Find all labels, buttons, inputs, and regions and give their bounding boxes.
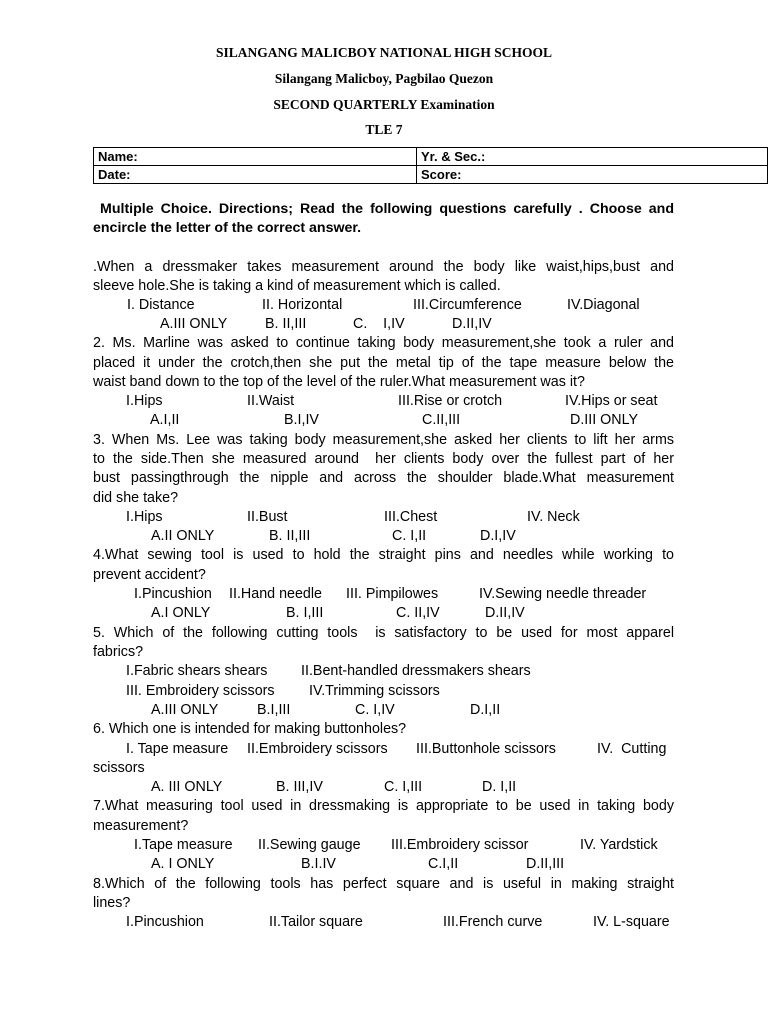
q4-text-1: 4.What sewing tool is used to hold the straight pins and needles while working to [93,547,674,563]
q6-choice-c[interactable]: C. I,III [384,779,423,795]
q7-choice-b[interactable]: B.I.IV [301,856,336,872]
q3-text-4: did she take? [93,490,179,506]
q3-options [93,508,674,527]
yr-sec-field[interactable]: Yr. & Sec.: [417,148,768,166]
q7-choice-a[interactable]: A. I ONLY [151,856,215,872]
subject-title: TLE 7 [365,122,403,137]
q3-text-2: to the side.Then she measured around her clients body over the fullest part of her [93,451,674,467]
q1-choice-c[interactable]: C. I,IV [353,316,405,332]
q2-option-3: III.Rise or crotch [398,393,503,409]
date-field[interactable]: Date: [94,166,417,184]
q7-text-2: measurement? [93,818,189,834]
q7-option-2: II.Sewing gauge [258,837,361,853]
q3-option-4: IV. Neck [527,509,580,525]
q2-choice-b[interactable]: B.I,IV [284,412,319,428]
q8-option-2: II.Tailor square [269,914,363,930]
q1-choice-b[interactable]: B. II,III [265,316,307,332]
school-name: SILANGANG MALICBOY NATIONAL HIGH SCHOOL [215,45,553,60]
q8-text-2: lines? [93,895,131,911]
q1-option-1: I. Distance [127,297,195,313]
q6-text-1: 6. Which one is intended for making buttonholes? [93,721,407,737]
q6-choice-a[interactable]: A. III ONLY [151,779,223,795]
q5-choice-c[interactable]: C. I,IV [355,702,395,718]
q1-option-2: II. Horizontal [262,297,343,313]
instructions-line-2: encircle the letter of the correct answer. [93,220,362,236]
q6-choice-d[interactable]: D. I,II [482,779,517,795]
q1-choices [93,315,674,334]
q4-choice-a[interactable]: A.I ONLY [151,605,211,621]
q7-options [93,836,674,855]
q8-options [93,913,674,932]
q6-option-4: IV. Cutting [597,741,667,757]
q3-choices [93,527,674,546]
q1-option-4: IV.Diagonal [567,297,640,313]
q2-text-1: 2. Ms. Marline was asked to continue taking body measurement,she took a ruler and [93,335,674,351]
q2-options [93,392,674,411]
student-info-table [93,147,768,184]
q5-choice-a[interactable]: A.III ONLY [151,702,219,718]
q7-choices [93,855,674,874]
q5-text-2: fabrics? [93,644,144,660]
q2-option-1: I.Hips [126,393,163,409]
q4-choice-c[interactable]: C. II,IV [396,605,440,621]
q3-choice-c[interactable]: C. I,II [392,528,427,544]
q3-choice-a[interactable]: A.II ONLY [151,528,215,544]
q5-option-3: III. Embroidery scissors [126,683,275,699]
q2-choice-a[interactable]: A.I,II [150,412,180,428]
q3-option-1: I.Hips [126,509,163,525]
q5-choice-b[interactable]: B.I,III [257,702,291,718]
q4-option-2: II.Hand needle [229,586,322,602]
q6-choice-b[interactable]: B. III,IV [276,779,323,795]
q6-choices [93,778,674,797]
q5-option-2: II.Bent-handled dressmakers shears [301,663,531,679]
q5-options-row-2 [93,682,674,701]
q5-text-1: 5. Which of the following cutting tools is satisfactory to be used for most apparel [93,625,674,641]
q5-choice-d[interactable]: D.I,II [470,702,501,718]
q3-option-3: III.Chest [384,509,438,525]
q4-choices [93,604,674,623]
q4-option-1: I.Pincushion [134,586,212,602]
q7-option-3: III.Embroidery scissor [391,837,529,853]
q7-choice-d[interactable]: D.II,III [526,856,565,872]
q1-choice-d[interactable]: D.II,IV [452,316,492,332]
q8-option-4: IV. L-square [593,914,670,930]
q6-options [93,740,674,759]
q4-text-2: prevent accident? [93,567,206,583]
q4-options [93,585,674,604]
q5-options-row-1 [93,662,674,681]
q6-option-3: III.Buttonhole scissors [416,741,556,757]
q1-text-2: sleeve hole.She is taking a kind of measurement which is called. [93,278,501,294]
q2-text-3: waist band down to the top of the level of the ruler.What measurement was it? [93,374,585,390]
q4-choice-b[interactable]: B. I,III [286,605,324,621]
q8-option-1: I.Pincushion [126,914,204,930]
q3-choice-b[interactable]: B. II,III [269,528,311,544]
q6-option-4-wrap: scissors [93,760,145,776]
q1-choice-a[interactable]: A.III ONLY [160,316,228,332]
q5-option-4: IV.Trimming scissors [309,683,440,699]
q2-option-4: IV.Hips or seat [565,393,658,409]
q8-text-1: 8.Which of the following tools has perfect square and is useful in making straight [93,876,674,892]
score-field[interactable]: Score: [417,166,768,184]
q2-option-2: II.Waist [247,393,295,409]
q4-option-4: IV.Sewing needle threader [479,586,647,602]
q1-options [93,296,674,315]
q4-option-3: III. Pimpilowes [346,586,439,602]
q6-option-1: I. Tape measure [126,741,229,757]
name-field[interactable]: Name: [94,148,417,166]
q7-choice-c[interactable]: C.I,II [428,856,459,872]
instructions-line-1: Multiple Choice. Directions; Read the following questions carefully . Choose and [100,201,674,217]
q2-text-2: placed it under the crotch,then she put the metal tip of the tape measure below the [93,355,674,371]
q6-option-2: II.Embroidery scissors [247,741,388,757]
q7-text-1: 7.What measuring tool used in dressmaking is appropriate to be used in taking body [93,798,674,814]
q3-text-1: 3. When Ms. Lee was taking body measurement,she asked her clients to lift her arms [93,432,674,448]
q3-option-2: II.Bust [247,509,288,525]
q5-choices [93,701,674,720]
q7-option-4: IV. Yardstick [580,837,658,853]
q8-option-3: III.French curve [443,914,543,930]
q1-option-3: III.Circumference [413,297,522,313]
school-address: Silangang Malicboy, Pagbilao Quezon [274,71,494,86]
exam-title: SECOND QUARTERLY Examination [273,97,495,112]
q4-choice-d[interactable]: D.II,IV [485,605,525,621]
q3-text-3: bust passingthrough the nipple and across the shoulder blade.What measurement [93,470,674,486]
q2-choice-c[interactable]: C.II,III [422,412,461,428]
q2-choice-d[interactable]: D.III ONLY [570,412,639,428]
q7-option-1: I.Tape measure [134,837,233,853]
q1-text-1: .When a dressmaker takes measurement around the body like waist,hips,bust and [93,259,674,275]
q3-choice-d[interactable]: D.I,IV [480,528,516,544]
q5-option-1: I.Fabric shears shears [126,663,268,679]
q2-choices [93,411,674,430]
